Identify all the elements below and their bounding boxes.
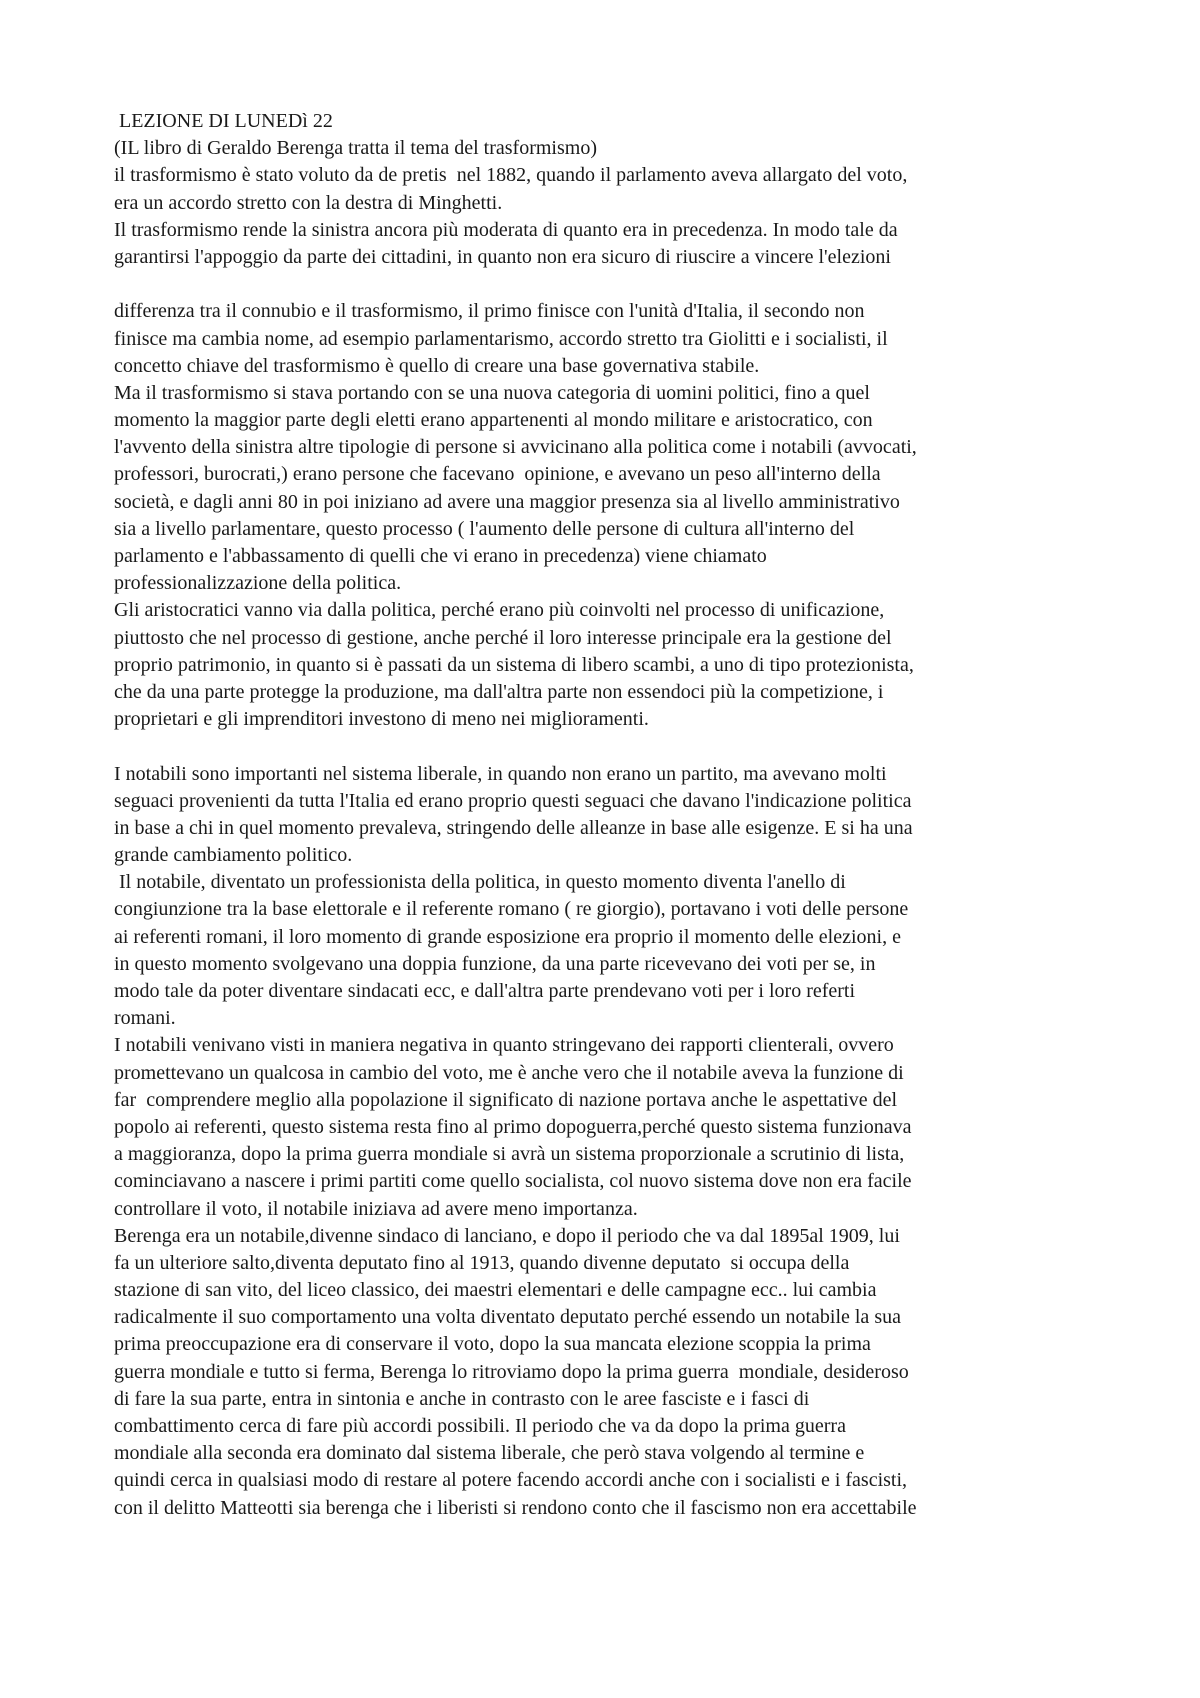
document-page	[114, 108, 1114, 1522]
text-line: che da una parte protegge la produzione, ma dall'altra parte non essendoci più la competizione, i	[114, 680, 884, 703]
subtitle-note	[114, 135, 1114, 162]
paragraph-9	[114, 1223, 1114, 1522]
text-line: momento la maggior parte degli eletti erano appartenenti al mondo militare e aristocratico, con	[114, 409, 873, 432]
text-line: radicalmente il suo comportamento una volta diventato deputato perché essendo un notabile la sua	[114, 1306, 901, 1329]
text-line: congiunzione tra la base elettorale e il referente romano ( re giorgio), portavano i voti delle persone	[114, 898, 909, 921]
blank-line	[114, 733, 1114, 760]
paragraph-7	[114, 869, 1114, 1032]
text-line: promettevano un qualcosa in cambio del voto, me è anche vero che il notabile aveva la funzione di	[114, 1061, 904, 1084]
text-line: Berenga era un notabile,divenne sindaco di lanciano, e dopo il periodo che va dal 1895al 1909, lui	[114, 1224, 900, 1247]
text-line: quindi cerca in qualsiasi modo di restare al potere facendo accordi anche con i socialisti e i fascisti,	[114, 1469, 908, 1492]
paragraph-3	[114, 298, 1114, 380]
text-line: l'avvento della sinistra altre tipologie di persone si avvicinano alla politica come i notabili (avvocati,	[114, 436, 917, 459]
text-line: il trasformismo è stato voluto da de pretis nel 1882, quando il parlamento aveva allargato del voto,	[114, 164, 908, 187]
blank-line	[114, 271, 1114, 298]
paragraph-5	[114, 597, 1114, 733]
text-line: mondiale alla seconda era dominato dal sistema liberale, che però stava volgendo al termine e	[114, 1442, 865, 1465]
text-line: Ma il trasformismo si stava portando con se una nuova categoria di uomini politici, fino a quel	[114, 381, 870, 404]
text-line: in base a chi in quel momento prevaleva, stringendo delle alleanze in base alle esigenze. E si ha una	[114, 816, 913, 839]
text-line: con il delitto Matteotti sia berenga che i liberisti si rendono conto che il fascismo non era accettabile	[114, 1496, 917, 1519]
text-line: seguaci provenienti da tutta l'Italia ed erano proprio questi seguaci che davano l'indicazione politica	[114, 789, 912, 812]
text-line: Il trasformismo rende la sinistra ancora più moderata di quanto era in precedenza. In modo tale da	[114, 218, 898, 241]
text-line: guerra mondiale e tutto si ferma, Berenga lo ritroviamo dopo la prima guerra mondiale, desideroso	[114, 1360, 909, 1383]
paragraph-2	[114, 217, 1114, 271]
text-line: di fare la sua parte, entra in sintonia e anche in contrasto con le aree fasciste e i fasci di	[114, 1387, 810, 1410]
text-line: modo tale da poter diventare sindacati ecc, e dall'altra parte prendevano voti per i loro referti	[114, 980, 856, 1002]
text-line: Il notabile, diventato un professionista della politica, in questo momento diventa l'anello di	[114, 871, 846, 894]
text-line: I notabili sono importanti nel sistema liberale, in quando non erano un partito, ma avevano molti	[114, 762, 887, 785]
text-line: parlamento e l'abbassamento di quelli che vi erano in precedenza) viene chiamato	[114, 545, 767, 567]
text-line: concetto chiave del trasformismo è quello di creare una base governativa stabile.	[114, 354, 760, 377]
text-line: sia a livello parlamentare, questo processo ( l'aumento delle persone di cultura all'interno del	[114, 517, 855, 540]
text-line: far comprendere meglio alla popolazione il significato di nazione portava anche le aspettative del	[114, 1088, 898, 1111]
text-line: professori, burocrati,) erano persone che facevano opinione, e avevano un peso all'interno della	[114, 463, 881, 486]
text-line: (IL libro di Geraldo Berenga tratta il tema del trasformismo)	[114, 137, 597, 160]
text-line: popolo ai referenti, questo sistema resta fino al primo dopoguerra,perché questo sistema funzionava	[114, 1115, 912, 1138]
text-line: combattimento cerca di fare più accordi possibili. Il periodo che va da dopo la prima guerra	[114, 1415, 846, 1437]
text-line: I notabili venivano visti in maniera negativa in quanto stringevano dei rapporti clienterali, ovvero	[114, 1034, 894, 1057]
page-title	[114, 108, 1114, 135]
text-line: LEZIONE DI LUNEDì 22	[114, 110, 333, 132]
text-line: romani.	[114, 1007, 176, 1030]
text-line: a maggioranza, dopo la prima guerra mondiale si avrà un sistema proporzionale a scrutinio di lista,	[114, 1143, 905, 1166]
text-line: fa un ulteriore salto,diventa deputato fino al 1913, quando divenne deputato si occupa della	[114, 1251, 850, 1274]
text-line: differenza tra il connubio e il trasformismo, il primo finisce con l'unità d'Italia, il secondo non	[114, 300, 865, 323]
text-line: controllare il voto, il notabile iniziava ad avere meno importanza.	[114, 1197, 638, 1220]
paragraph-1	[114, 162, 1114, 216]
text-line: finisce ma cambia nome, ad esempio parlamentarismo, accordo stretto tra Giolitti e i socialisti, il	[114, 327, 888, 350]
text-line: grande cambiamento politico.	[114, 844, 353, 867]
paragraph-6	[114, 761, 1114, 870]
text-line: cominciavano a nascere i primi partiti come quello socialista, col nuovo sistema dove non era facile	[114, 1170, 912, 1193]
paragraph-4	[114, 380, 1114, 598]
text-line: garantirsi l'appoggio da parte dei cittadini, in quanto non era sicuro di riuscire a vincere l'elezioni	[114, 245, 891, 268]
text-line: ai referenti romani, il loro momento di grande esposizione era proprio il momento delle elezioni, e	[114, 925, 901, 948]
text-line: proprietari e gli imprenditori investono di meno nei miglioramenti.	[114, 708, 649, 731]
text-line: prima preoccupazione era di conservare il voto, dopo la sua mancata elezione scoppia la prima	[114, 1333, 871, 1356]
text-line: professionalizzazione della politica.	[114, 572, 402, 595]
text-line: proprio patrimonio, in quanto si è passati da un sistema di libero scambi, a uno di tipo protezionista,	[114, 653, 914, 676]
text-line: in questo momento svolgevano una doppia funzione, da una parte ricevevano dei voti per se, in	[114, 952, 876, 975]
text-line: piuttosto che nel processo di gestione, anche perché il loro interesse principale era la gestione del	[114, 626, 892, 649]
text-line: era un accordo stretto con la destra di Minghetti.	[114, 191, 503, 214]
text-line: società, e dagli anni 80 in poi iniziano ad avere una maggior presenza sia al livello amministrativo	[114, 490, 900, 513]
text-line: Gli aristocratici vanno via dalla politica, perché erano più coinvolti nel processo di unificazione,	[114, 599, 885, 622]
text-line: stazione di san vito, del liceo classico, dei maestri elementari e delle campagne ecc.. lui cambia	[114, 1279, 877, 1302]
paragraph-8	[114, 1032, 1114, 1222]
